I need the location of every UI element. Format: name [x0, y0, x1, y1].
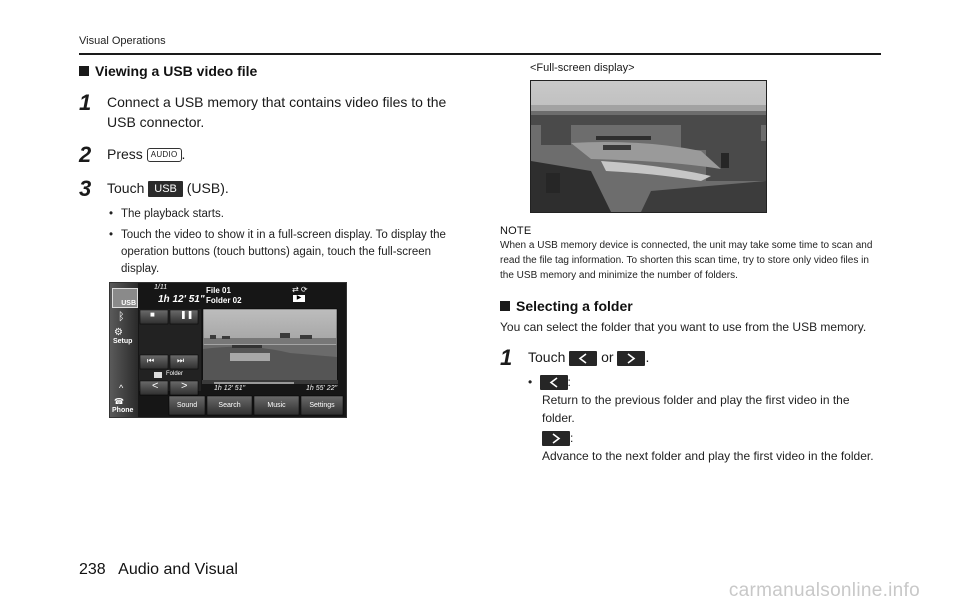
tab-sound[interactable]: Sound — [176, 402, 198, 409]
footer-section: Audio and Visual — [118, 561, 238, 578]
setup-icon[interactable]: ⚙ — [114, 327, 123, 338]
chevron-right-icon — [550, 433, 562, 444]
step-number: 1 — [79, 90, 92, 115]
step-number: 3 — [79, 176, 92, 201]
sidebar-setup-label[interactable]: Setup — [113, 338, 133, 345]
note-title: NOTE — [500, 225, 532, 237]
step-text — [107, 178, 469, 198]
page-footer — [79, 561, 238, 579]
time-total: 1h 55' 22" — [306, 385, 338, 392]
chevron-right-icon — [625, 353, 637, 364]
selecting-folder-section — [500, 298, 890, 465]
bluetooth-icon[interactable]: ᛒ — [118, 311, 125, 323]
time-elapsed: 1h 12' 51" — [214, 385, 246, 392]
step-text-pre: Touch — [528, 349, 566, 365]
step-text-pre: Press — [107, 146, 143, 162]
sidebar-usb-label: USB — [121, 300, 136, 307]
step-3-bullets — [107, 206, 457, 278]
folder-prev-button-ref — [540, 375, 568, 390]
fullscreen-video-photo[interactable] — [530, 80, 767, 213]
step-text-post: . — [645, 349, 650, 365]
section-heading-selecting — [500, 298, 890, 314]
tab-settings[interactable]: Settings — [309, 402, 335, 409]
previous-track-icon[interactable]: ⏮ — [147, 356, 155, 365]
head-unit-screen — [109, 282, 347, 418]
chevron-left-icon — [577, 353, 589, 364]
page-number: 238 — [79, 561, 106, 578]
right-column — [500, 60, 890, 74]
section-square-icon — [79, 66, 89, 76]
audio-key-button[interactable]: AUDIO — [147, 148, 182, 162]
folder-next-button-ref — [542, 431, 570, 446]
next-track-icon[interactable]: ⏭ — [177, 356, 185, 365]
step-text — [107, 144, 469, 164]
prev-desc: Return to the previous folder and play the first video in the folder. — [542, 393, 850, 425]
fullscreen-photo-image — [531, 81, 766, 212]
step-3 — [79, 178, 469, 200]
watermark: carmanualsonline.info — [728, 580, 920, 601]
folder-label: Folder — [166, 371, 184, 377]
folder-next-icon[interactable]: > — [181, 380, 188, 392]
note-body: When a USB memory device is connected, the unit may take some time to scan and read the file tag information. To shorten this scan time, try to store only video files in the USB memory and minimize the number of folders. — [500, 240, 873, 281]
tab-search[interactable]: Search — [218, 402, 241, 409]
shuffle-repeat-icon: ⇄ ⟳ — [292, 285, 308, 294]
folder-prev-icon[interactable]: < — [152, 380, 159, 392]
track-count: 1/11 — [154, 284, 168, 291]
fullscreen-caption: <Full-screen display> — [530, 62, 635, 74]
section-title: Viewing a USB video file — [95, 63, 258, 79]
step-text-pre: Touch — [107, 180, 145, 196]
step-text: Connect a USB memory that contains video files to the USB connector. — [107, 94, 447, 130]
step-text-mid: or — [601, 349, 614, 365]
sidebar-usb-button[interactable] — [112, 288, 138, 308]
chevron-up-icon[interactable]: ^ — [119, 383, 124, 393]
step-2 — [79, 144, 469, 166]
stop-icon[interactable]: ■ — [150, 310, 155, 319]
left-column — [79, 60, 469, 278]
video-mode-icon: ▶ — [293, 295, 305, 302]
section-square-icon — [500, 301, 510, 311]
folder-name: Folder 02 — [206, 296, 242, 305]
folder-button-descriptions — [528, 373, 890, 465]
header-rule — [79, 53, 881, 55]
section-intro: You can select the folder that you want to use from the USB memory. — [500, 320, 867, 334]
folder-step-1 — [500, 347, 890, 369]
section-title: Selecting a folder — [516, 298, 633, 314]
section-heading-viewing — [79, 63, 469, 79]
note-block — [500, 225, 890, 283]
next-desc: Advance to the next folder and play the first video in the folder. — [542, 449, 874, 463]
running-head: Visual Operations — [79, 35, 166, 47]
step-number: 2 — [79, 142, 92, 167]
step-text-post: . — [181, 146, 186, 162]
bullet-item: • The playback starts. — [107, 206, 457, 223]
step-text-post: (USB). — [186, 180, 229, 196]
elapsed-time-large: 1h 12' 51" — [158, 294, 205, 305]
usb-source-button[interactable]: USB — [148, 181, 183, 197]
bullet-item: • Touch the video to show it in a full-screen display. To display the operation buttons (touch buttons) again, touch the full-screen display. — [107, 227, 457, 278]
folder-prev-button[interactable] — [569, 351, 597, 366]
chevron-left-icon — [548, 377, 560, 388]
sidebar-phone-label[interactable]: Phone — [112, 407, 134, 414]
prev-desc-colon: : — [567, 375, 571, 389]
next-desc-row — [542, 429, 890, 447]
prev-desc-row: • : — [528, 375, 571, 389]
tab-music[interactable]: Music — [267, 402, 286, 409]
pause-icon[interactable]: ❚❚ — [180, 310, 194, 319]
next-desc-colon: : — [570, 431, 574, 445]
step-1 — [79, 92, 469, 132]
folder-icon — [154, 372, 162, 378]
folder-next-button[interactable] — [617, 351, 645, 366]
file-name: File 01 — [206, 286, 231, 295]
phone-icon[interactable]: ☎ — [114, 397, 124, 406]
step-text — [528, 347, 890, 367]
step-number: 1 — [500, 345, 513, 370]
